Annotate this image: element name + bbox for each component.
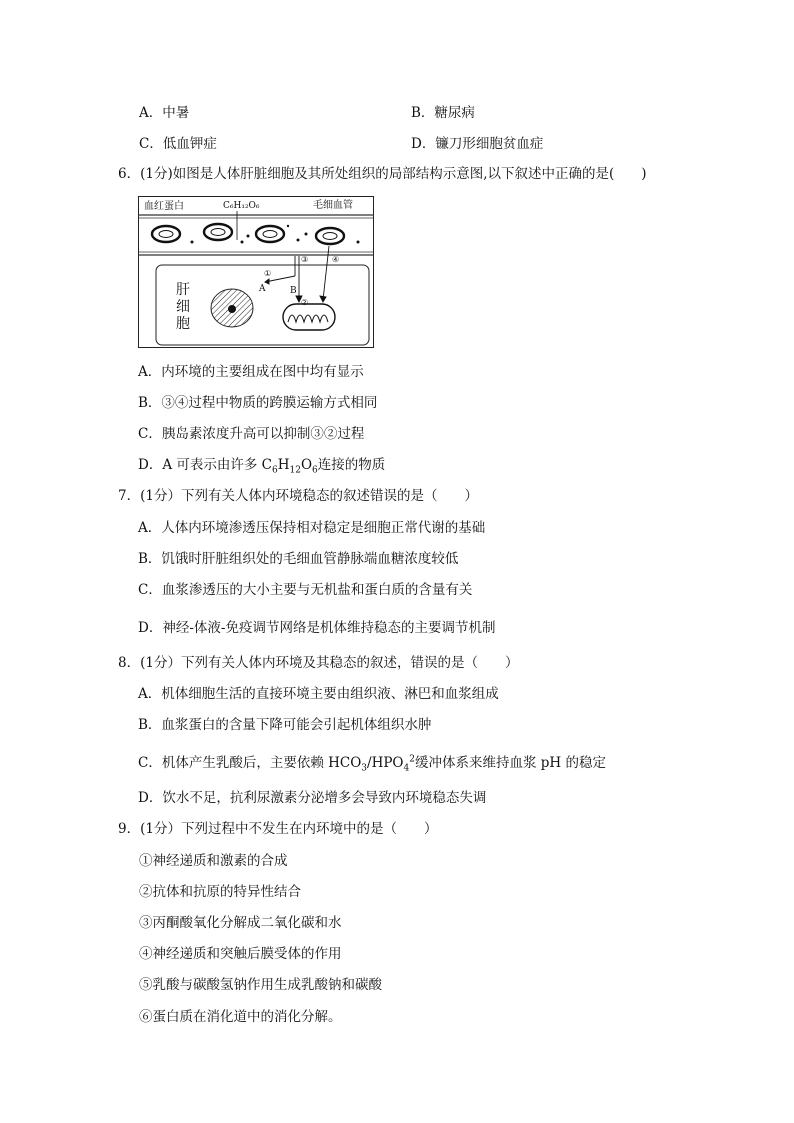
q5-option-a: A．中暑 <box>139 105 190 121</box>
q8-option-a: A．机体细胞生活的直接环境主要由组织液、淋巴和血浆组成 <box>138 686 499 702</box>
q7-option-b: B．饥饿时肝脏组织处的毛细血管静脉端血糖浓度较低 <box>138 551 459 567</box>
q7-option-d: D．神经-体液-免疫调节网络是机体维持稳态的主要调节机制 <box>138 620 496 636</box>
q9-item-5: ⑤乳酸与碳酸氢钠作用生成乳酸钠和碳酸 <box>139 977 382 993</box>
q9-item-3: ③丙酮酸氧化分解成二氧化碳和水 <box>139 915 342 931</box>
q5-option-b: B．糖尿病 <box>411 105 475 121</box>
q9-item-2: ②抗体和抗原的特异性结合 <box>139 884 301 900</box>
q6-option-c: C．胰岛素浓度升高可以抑制③②过程 <box>138 426 365 442</box>
q9-stem: 9．(1分）下列过程中不发生在内环境中的是（ ） <box>118 821 438 837</box>
label-liver-3: 胞 <box>176 316 190 332</box>
q7-option-c: C．血浆渗透压的大小主要与无机盐和蛋白质的含量有关 <box>138 582 473 598</box>
q8-option-b: B．血浆蛋白的含量下降可能会引起机体组织水肿 <box>138 717 432 733</box>
q9-item-1: ①神经递质和激素的合成 <box>139 853 288 869</box>
q8-stem: 8．(1分）下列有关人体内环境及其稳态的叙述，错误的是（ ） <box>118 655 519 671</box>
label-glucose: C₆H₁₂O₆ <box>223 201 260 211</box>
liver-cell-diagram <box>138 196 374 348</box>
q9-item-4: ④神经递质和突触后膜受体的作用 <box>139 946 342 962</box>
label-liver-1: 肝 <box>176 282 190 298</box>
q6-stem: 6．(1分)如图是人体肝脏细胞及其所处组织的局部结构示意图,以下叙述中正确的是( ) <box>118 166 647 182</box>
q9-item-6: ⑥蛋白质在消化道中的消化分解。 <box>139 1009 342 1025</box>
label-a: A <box>259 284 266 294</box>
label-1: ① <box>264 269 272 278</box>
label-b: B <box>290 286 297 296</box>
label-2: ② <box>301 298 309 307</box>
label-4: ④ <box>332 255 340 264</box>
q8-option-d: D．饮水不足，抗利尿激素分泌增多会导致内环境稳态失调 <box>138 790 487 806</box>
label-liver-2: 细 <box>176 299 190 315</box>
q5-option-c: C．低血钾症 <box>139 136 217 152</box>
q6-option-a: A．内环境的主要组成在图中均有显示 <box>138 364 364 380</box>
label-hemoglobin: 血红蛋白 <box>144 201 184 212</box>
q5-option-d: D．镰刀形细胞贫血症 <box>411 136 544 152</box>
q6-option-b: B．③④过程中物质的跨膜运输方式相同 <box>138 395 378 411</box>
label-capillary: 毛细血管 <box>313 200 353 211</box>
q8-option-c: C．机体产生乳酸后，主要依赖 $HCO_3/HPO_4^2$缓冲体系来维持血浆 pH 的稳定 <box>138 754 606 774</box>
label-3: ③ <box>301 255 309 264</box>
q7-stem: 7．(1分）下列有关人体内环境稳态的叙述错误的是（ ） <box>118 488 478 504</box>
q7-option-a: A．人体内环境渗透压保持相对稳定是细胞正常代谢的基础 <box>138 520 486 536</box>
q6-option-d: D．A 可表示由许多 $C_6H_{12}O_6$连接的物质 <box>138 457 386 476</box>
